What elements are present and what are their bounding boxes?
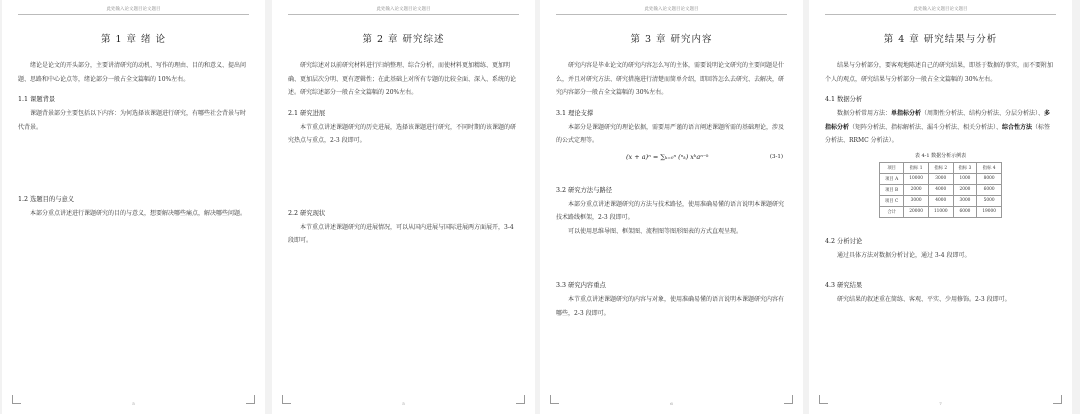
section-heading: 4.2 分析讨论 <box>825 237 863 245</box>
chapter-title: 第 4 章 研究结果与分析 <box>883 34 998 45</box>
page-number: 6 <box>670 401 673 406</box>
page-1[interactable] <box>2 0 265 414</box>
table-cell: 6000 <box>977 184 1002 195</box>
page-number: 5 <box>132 401 135 406</box>
table-cell: 4000 <box>928 195 953 206</box>
table-cell: 3000 <box>904 195 929 206</box>
section-heading: 3.3 研究内容重点 <box>556 282 606 289</box>
page-3[interactable] <box>540 0 803 414</box>
section-paragraph: 本部分是课题研究的理论依据，需要用严谨的语言阐述课题所需的基础理论，涉及的公式定理等。 <box>556 123 785 144</box>
table-cell: 2000 <box>953 184 977 195</box>
section-heading: 4.3 研究结果 <box>825 282 863 289</box>
chapter-title: 第 1 章 绪 论 <box>100 34 167 45</box>
section-paragraph: 本节重点讲述课题研究的进展情况，可以从国内进展与国际进展两方面展开，3-4 段即可。 <box>288 223 514 244</box>
equation: (x + a)ⁿ = ∑ₖ₌₀ⁿ (ⁿₖ) xᵏaⁿ⁻ᵏ <box>626 152 709 161</box>
table-cell: 项目 B <box>880 184 904 195</box>
section-heading: 2.1 研究进展 <box>288 109 326 117</box>
method-single-index: 单指标分析 <box>891 110 922 117</box>
section-heading: 1.1 课题背景 <box>18 96 56 103</box>
chapter-intro-paragraph: 结果与分析部分，要客观地陈述自己的研究结果，即基于数据的事实，而不要附加个人的观点，研究结果与分析部分一般占全文篇幅的 30%左右。 <box>825 62 1054 83</box>
page-number: 7 <box>939 401 942 406</box>
page-header: 此处输入论文题目论文题目 <box>288 0 519 15</box>
table-row <box>880 206 1002 217</box>
table-cell: 11000 <box>928 206 953 217</box>
table-cell: 合计 <box>880 206 904 217</box>
section-heading: 1.2 选题目的与意义 <box>18 196 75 203</box>
table-header-cell: 指标 1 <box>904 162 929 173</box>
method-multi-index: 多指标分析 <box>825 110 1051 131</box>
page-header: 此处输入论文题目论文题目 <box>18 0 249 15</box>
page-header: 此处输入论文题目论文题目 <box>556 0 787 15</box>
equation-number: (3-1) <box>769 153 783 160</box>
table-cell: 3000 <box>953 195 977 206</box>
section-paragraph: 可以使用思维导图、框架图、流程图等图形图表的方式直观呈现。 <box>568 227 743 235</box>
section-paragraph: 本节重点讲述课题研究的历史进展，选择该课题进行研究，不同时期的该课题的研究热点与重点，2-3 段即可。 <box>288 123 517 144</box>
table-row <box>880 173 1002 184</box>
chapter-intro-paragraph: 绪论是论文的开头部分，主要讲清研究的动机、写作的理由、目的和意义、提出问题、思路和中心论点等，绪论部分一般占全文篇幅的 10%左右。 <box>18 62 247 83</box>
table-cell: 5000 <box>977 195 1002 206</box>
section-heading: 2.2 研究现状 <box>288 209 326 217</box>
page-4[interactable] <box>809 0 1072 414</box>
methods-lead: 数据分析常用方法： <box>837 110 892 117</box>
section-paragraph: 本部分重点讲述进行课题研究的目的与意义，想要解决哪些痛点，解决哪些问题。 <box>30 210 247 217</box>
methods-paragraph <box>825 107 1056 148</box>
page-number: 5 <box>402 401 405 406</box>
chapter-intro-paragraph: 研究内容是毕业论文的研究内容怎么写的主体，需要说明论文研究的主要问题是什么，并且对研究方法、研究措施进行清楚而简单介绍，即回答怎么去研究、去解决，研究内容部分一般占全文篇幅的 30%左右。 <box>556 62 785 96</box>
table-row <box>880 184 1002 195</box>
table-row <box>880 195 1002 206</box>
section-paragraph: 研究结果的叙述重在简练、客观、平实、少用修饰。2-3 段即可。 <box>837 296 1011 303</box>
equation-row <box>556 153 787 161</box>
table-cell: 8000 <box>977 173 1002 184</box>
section-heading: 3.1 理论支撑 <box>556 109 594 117</box>
section-heading: 4.1 数据分析 <box>825 96 863 103</box>
table-cell: 2000 <box>904 184 929 195</box>
table-cell: 1000 <box>953 173 977 184</box>
table-header-cell: 指标 2 <box>928 162 953 173</box>
table-cell: 项目 A <box>880 173 904 184</box>
table-cell: 6000 <box>953 206 977 217</box>
table-cell: 项目 C <box>880 195 904 206</box>
table-cell: 19000 <box>977 206 1002 217</box>
table-cell: 4000 <box>928 184 953 195</box>
data-table <box>879 162 1002 218</box>
method-desc: （标签分析法、RRMC 分析法）。 <box>825 123 1051 144</box>
method-desc: （矩阵分析法、指标解析法、漏斗分析法、相关分析法）、 <box>849 123 1003 131</box>
table-header-cell: 项目 <box>880 162 904 173</box>
table-header-cell: 指标 4 <box>977 162 1002 173</box>
table-cell: 20000 <box>904 206 929 217</box>
chapter-title: 第 2 章 研究综述 <box>362 34 445 45</box>
table-cell: 3000 <box>928 173 953 184</box>
section-paragraph: 通过具体方法对数据分析讨论，通过 3-4 段即可。 <box>837 251 971 259</box>
method-comprehensive: 综合性方法 <box>1002 123 1033 131</box>
table-cell: 10000 <box>904 173 929 184</box>
chapter-intro-paragraph: 研究综述对以前研究材料进行归纳整理、综合分析，而使材料更加精练、更加明确、更加层次分明、更有逻辑性；在此基础上对所有专题的比较全面、深入、系统的论述。研究综述部分一般占全文篇幅的 20%左右。 <box>288 62 517 96</box>
section-paragraph: 本部分重点讲述课题研究的方法与技术路径，使用准确易懂的语言说明本课题研究技术路线框架，2-3 段即可。 <box>556 200 785 221</box>
section-paragraph: 本节重点讲述课题研究的内容与对象，使用准确易懂的语言说明本课题研究内容有哪些，2-3 段即可。 <box>556 296 785 317</box>
section-paragraph: 课题背景部分主要包括以下内容：为何选择该课题进行研究，有哪些社会背景与时代背景。 <box>18 110 247 131</box>
table-caption: 表 4-1 数据分析示例表 <box>914 152 967 159</box>
page-2[interactable] <box>272 0 535 414</box>
chapter-title: 第 3 章 研究内容 <box>630 34 713 45</box>
table-header-cell: 指标 3 <box>953 162 977 173</box>
table-header-row <box>880 162 1002 173</box>
method-desc: （周期性分析法、结构分析法、分层分析法）、 <box>921 110 1045 117</box>
page-header: 此处输入论文题目论文题目 <box>825 0 1056 15</box>
section-heading: 3.2 研究方法与路径 <box>556 186 613 194</box>
